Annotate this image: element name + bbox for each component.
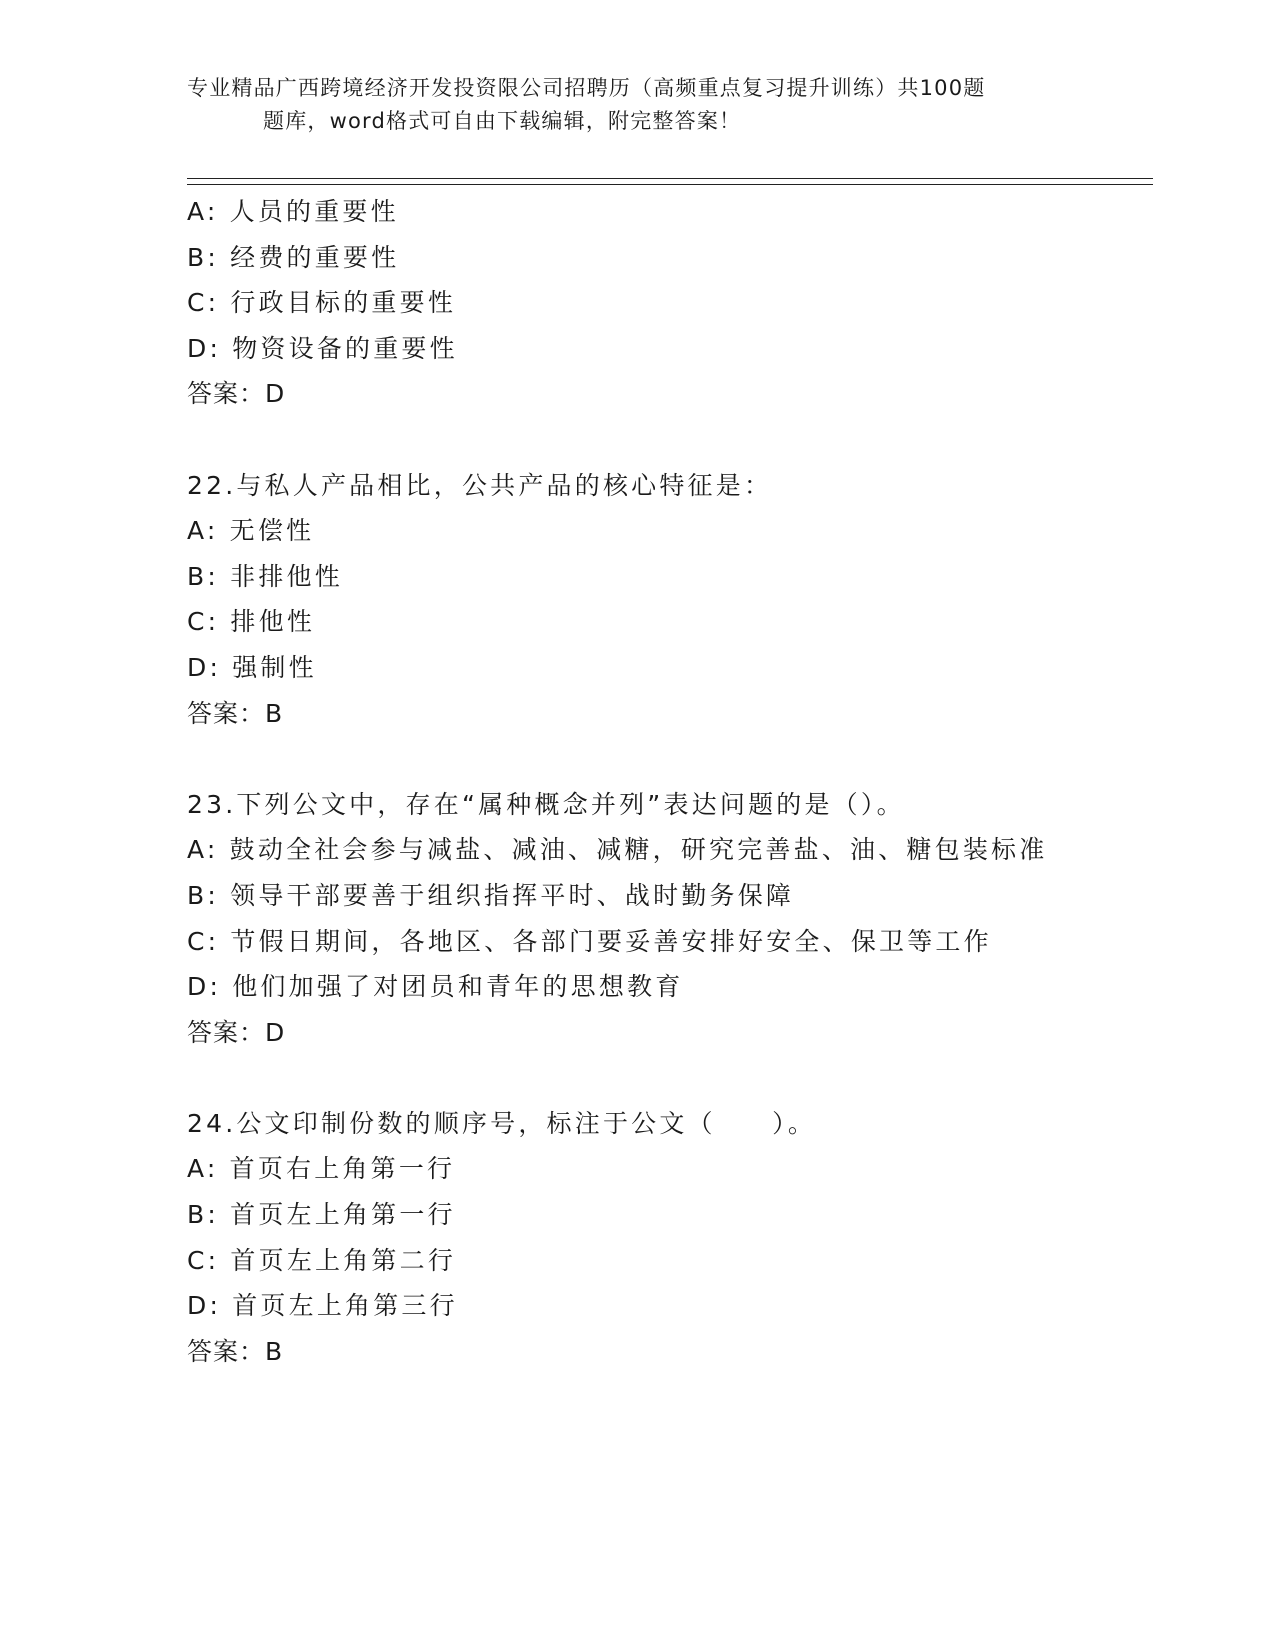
header-title-line1: 专业精品广西跨境经济开发投资限公司招聘历（高频重点复习提升训练）共100题 xyxy=(187,76,986,100)
question-24-option-b: B: 首页左上角第一行 xyxy=(187,1200,456,1230)
question-23-text: 23.下列公文中，存在“属种概念并列”表达问题的是（）。 xyxy=(187,789,905,819)
spacer xyxy=(187,736,1187,782)
question-22-text: 22.与私人产品相比，公共产品的核心特征是： xyxy=(187,470,773,500)
question-21-block xyxy=(187,189,1187,417)
header-divider-top xyxy=(187,178,1153,179)
question-22-option-b: B: 非排他性 xyxy=(187,561,343,591)
question-22-option-d: D: 强制性 xyxy=(187,652,317,682)
question-23-answer: 答案：D xyxy=(187,1017,286,1047)
question-22-option-a: A: 无偿性 xyxy=(187,516,315,546)
spacer xyxy=(187,417,1187,463)
header-divider-bottom xyxy=(187,184,1153,185)
question-23-option-c: C: 节假日期间，各地区、各部门要妥善安排好安全、保卫等工作 xyxy=(187,926,992,956)
question-23-option-b: B: 领导干部要善于组织指挥平时、战时勤务保障 xyxy=(187,880,795,910)
question-21-option-d: D: 物资设备的重要性 xyxy=(187,333,458,363)
question-21-option-a: A: 人员的重要性 xyxy=(187,197,399,226)
question-24-option-a: A: 首页右上角第一行 xyxy=(187,1154,456,1184)
question-22-option-c: C: 排他性 xyxy=(187,607,316,637)
question-21-option-c: C: 行政目标的重要性 xyxy=(187,288,457,318)
question-24-text: 24.公文印制份数的顺序号，标注于公文（ ）。 xyxy=(187,1108,817,1138)
question-list xyxy=(187,189,1187,1374)
question-23-option-d: D: 他们加强了对团员和青年的思想教育 xyxy=(187,972,684,1002)
question-22-block xyxy=(187,463,1187,737)
spacer xyxy=(187,1055,1187,1101)
header-title-line2: 题库，word格式可自由下载编辑，附完整答案！ xyxy=(263,109,742,133)
question-24-block xyxy=(187,1101,1187,1375)
question-24-option-c: C: 首页左上角第二行 xyxy=(187,1245,457,1275)
question-21-answer: 答案：D xyxy=(187,379,286,409)
question-22-answer: 答案：B xyxy=(187,698,284,728)
document-header xyxy=(187,72,1087,138)
question-24-answer: 答案：B xyxy=(187,1336,284,1366)
question-24-option-d: D: 首页左上角第三行 xyxy=(187,1291,458,1321)
question-23-block xyxy=(187,782,1187,1056)
question-21-option-b: B: 经费的重要性 xyxy=(187,242,400,272)
question-23-option-a: A: 鼓动全社会参与减盐、减油、减糖，研究完善盐、油、糖包装标准 xyxy=(187,835,1048,865)
